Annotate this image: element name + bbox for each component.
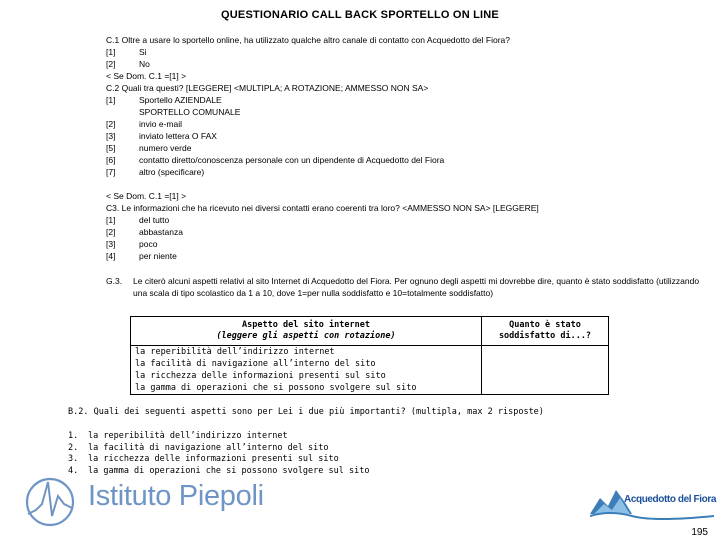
table-cell-empty — [482, 370, 609, 382]
list-label: la ricchezza delle informazioni presenti sul sito — [88, 454, 339, 464]
option-code: [1] — [106, 47, 116, 57]
question-c3 — [106, 190, 539, 262]
table-header-satisfaction — [482, 317, 609, 346]
istituto-piepoli-wordmark: Istituto Piepoli — [88, 480, 264, 512]
option-code: [2] — [106, 59, 116, 69]
list-number: 2. — [68, 442, 79, 453]
list-label: la gamma di operazioni che si possono svolgere sul sito — [88, 465, 370, 476]
option-label: SPORTELLO COMUNALE — [139, 107, 241, 117]
table-cell: la facilità di navigazione all’interno del sito — [131, 358, 482, 370]
option-row — [106, 250, 539, 262]
filter-text: < Se Dom. C.1 =[1] > — [106, 71, 187, 81]
option-label: invio e-mail — [139, 119, 182, 129]
question-text: C3. Le informazioni che ha ricevuto nei diversi contatti erano coerenti tra loro? <AMMESSO NON SA> [LEGGERE] — [106, 203, 539, 213]
table-row — [131, 370, 609, 382]
option-row — [106, 106, 444, 118]
option-row — [106, 94, 444, 106]
header-line: Aspetto del sito internet — [242, 320, 370, 330]
b2-list — [68, 431, 369, 477]
question-text: Le citerò alcuni aspetti relativi al sito Internet di Acquedotto del Fiora. Per ognuno degli aspetti mi dovrebbe dire, quanto è stato soddisfatto (utilizzando una scala di tipo scolastico da 1 a 10, dove 1=per nulla soddisfatto e 10=totalmente soddisfatto) — [133, 276, 700, 298]
acquedotto-wordmark: Acquedotto del Fiora — [624, 494, 717, 505]
list-item — [68, 431, 369, 443]
list-label: la facilità di navigazione all’interno del sito — [88, 442, 329, 453]
table-cell: la gamma di operazioni che si possono svolgere sul sito — [131, 382, 482, 395]
table-cell-empty — [482, 382, 609, 395]
table-cell: la reperibilità dell’indirizzo internet — [131, 346, 482, 359]
option-code: [2] — [106, 227, 116, 237]
list-label: la reperibilità dell’indirizzo internet — [88, 431, 288, 441]
option-label: contatto diretto/conoscenza personale con un dipendente di Acquedotto del Fiora — [139, 155, 445, 165]
table-row — [131, 382, 609, 395]
table-row — [131, 358, 609, 370]
option-code: [1] — [106, 215, 116, 225]
option-label: inviato lettera O FAX — [139, 131, 217, 141]
option-row — [106, 154, 444, 166]
option-label: No — [139, 59, 150, 69]
option-label: poco — [139, 239, 158, 249]
list-number: 3. — [68, 454, 79, 464]
option-row — [106, 142, 444, 154]
option-label: del tutto — [139, 215, 170, 225]
table-cell-empty — [482, 358, 609, 370]
option-label: Si — [139, 47, 147, 57]
option-row — [106, 118, 444, 130]
option-code: [2] — [106, 119, 116, 129]
list-item — [68, 454, 369, 466]
option-row — [106, 226, 539, 238]
page-number: 195 — [691, 527, 708, 538]
option-code: [6] — [106, 155, 116, 165]
option-label: Sportello AZIENDALE — [139, 95, 222, 105]
option-label: altro (specificare) — [139, 167, 205, 177]
table-row — [131, 346, 609, 359]
option-code: [7] — [106, 167, 116, 177]
table-cell: la ricchezza delle informazioni presenti sul sito — [131, 370, 482, 382]
filter-text: < Se Dom. C.1 =[1] > — [106, 191, 187, 201]
question-text: C.2 Quali tra questi? [LEGGERE] <MULTIPLA; A ROTAZIONE; AMMESSO NON SA> — [106, 83, 429, 93]
question-c1 — [106, 34, 510, 70]
list-number: 1. — [68, 431, 79, 441]
option-row — [106, 214, 539, 226]
option-label: per niente — [139, 251, 177, 261]
document-title: QUESTIONARIO CALL BACK SPORTELLO ON LINE — [221, 9, 499, 21]
option-code: [1] — [106, 95, 116, 105]
option-row — [106, 238, 539, 250]
table-header-row — [131, 317, 609, 346]
header-line: (leggere gli aspetti con rotazione) — [216, 331, 396, 341]
list-item — [68, 443, 369, 455]
option-label: abbastanza — [139, 227, 183, 237]
option-code: [3] — [106, 239, 116, 249]
option-row — [106, 46, 510, 58]
option-code: [5] — [106, 143, 116, 153]
table-cell-empty — [482, 346, 609, 359]
option-label: numero verde — [139, 143, 192, 153]
option-code: [3] — [106, 131, 116, 141]
question-text: C.1 Oltre a usare lo sportello online, ha utilizzato qualche altro canale di contatto con Acquedotto del Fiora? — [106, 35, 510, 45]
list-number: 4. — [68, 465, 79, 476]
table-header-aspect — [131, 317, 482, 346]
option-code: [4] — [106, 251, 116, 261]
question-g3 — [106, 275, 706, 299]
question-code: G.3. — [106, 276, 123, 286]
header-line: Quanto è stato — [509, 320, 581, 330]
option-row — [106, 130, 444, 142]
header-line: soddisfatto di...? — [498, 331, 592, 341]
satisfaction-table — [130, 316, 609, 395]
option-row — [106, 166, 444, 178]
option-code — [106, 106, 139, 118]
option-row — [106, 58, 510, 70]
question-c2 — [106, 70, 444, 178]
question-b2: B.2. Quali dei seguenti aspetti sono per Lei i due più importanti? (multipla, max 2 risposte) — [68, 407, 544, 417]
